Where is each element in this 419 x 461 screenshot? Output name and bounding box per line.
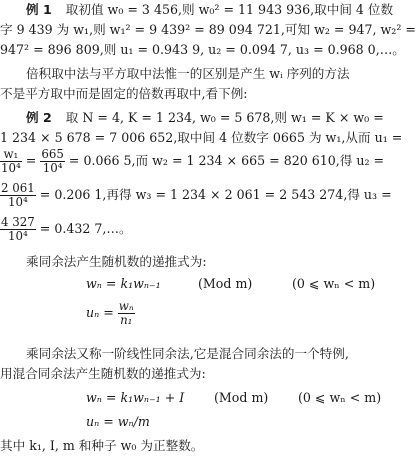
multiplicative-recurrence: wₙ = k₁wₙ₋₁ xyxy=(86,276,161,291)
example-1-label: 例 1 xyxy=(26,2,52,17)
example-2-label: 例 2 xyxy=(26,110,52,125)
fraction-denominator: 10⁴ xyxy=(8,195,28,209)
mixed-line-2: 用混合同余法产生随机数的递推式为: xyxy=(0,366,206,381)
fraction-numerator: 665 xyxy=(41,147,64,161)
fraction-wn-over-n1 xyxy=(118,300,135,327)
multiplicative-mod: (Mod m) xyxy=(198,276,253,291)
example-1-line-2: 字 9 439 为 w₁,则 w₁² = 9 439² = 89 094 721,可知 w₂ = 947, w₂² = xyxy=(0,22,416,37)
mixed-recurrence: wₙ = k₁wₙ₋₁ + I xyxy=(86,390,185,405)
final-statement: 其中 k₁, I, m 和种子 w₀ 为正整数。 xyxy=(0,438,204,453)
difference-line-2: 不是平方取中而是固定的倍数再取中,看下例: xyxy=(0,86,248,101)
example-2-line-5 xyxy=(0,216,132,243)
multiplicative-range: (0 ⩽ wₙ < m) xyxy=(292,276,376,291)
mixed-mod: (Mod m) xyxy=(214,390,269,405)
fraction-665-over-10-4 xyxy=(40,148,65,175)
example-2-line-3 xyxy=(0,148,384,175)
mixed-line-1: 乘同余法又称一阶线性同余法,它是混合同余法的一个特例, xyxy=(26,346,349,361)
difference-line-1: 倍积取中法与平方取中法惟一的区别是产生 wᵢ 序列的方法 xyxy=(26,66,350,81)
fraction-4327-over-10-4 xyxy=(0,216,36,243)
example-2-line-2: 1 234 × 5 678 = 7 006 652,取中间 4 位数字 0665 为 w₁,从而 u₁ = xyxy=(0,130,403,145)
fraction-2061-over-10-4 xyxy=(0,182,36,209)
fraction-numerator: 4 327 xyxy=(1,215,35,229)
fraction-numerator: w₁ xyxy=(0,148,22,162)
fraction-numerator: wₙ xyxy=(118,299,134,313)
mixed-u-formula: uₙ = wₙ/m xyxy=(86,414,150,429)
fraction-denominator: 10⁴ xyxy=(8,229,28,243)
fraction-denominator: n₁ xyxy=(120,313,133,327)
fraction-denominator: 10⁴ xyxy=(42,161,63,175)
mixed-range: (0 ⩽ wₙ < m) xyxy=(298,390,382,405)
multiplicative-u-formula xyxy=(86,300,135,327)
example-2-text-5: = 0.432 7,…。 xyxy=(39,221,132,236)
example-2-text-4: = 0.206 1,再得 w₃ = 1 234 × 2 061 = 2 543 274,得 u₃ = xyxy=(39,187,392,202)
example-2-text-3: = 0.066 5,而 w₂ = 1 234 × 665 = 820 610,得 u₂ = xyxy=(68,153,385,168)
fraction-numerator: 2 061 xyxy=(1,181,35,195)
multiplicative-intro: 乘同余法产生随机数的递推式为: xyxy=(26,254,207,269)
example-2-text-1: 取 N = 4, K = 1 234, w₀ = 5 678,则 w₁ = K × w₀ = xyxy=(65,110,384,125)
example-2-line-1 xyxy=(26,110,419,126)
example-2-line-4 xyxy=(0,182,392,209)
fraction-denominator: 10⁴ xyxy=(1,161,21,175)
u-lhs: uₙ = xyxy=(86,305,114,320)
example-1-text-1: 取初值 w₀ = 3 456,则 w₀² = 11 943 936,取中间 4 位数 xyxy=(65,2,394,17)
equals-sign: = xyxy=(25,153,37,168)
example-1-line-1 xyxy=(26,2,419,18)
fraction-w1-over-10-4 xyxy=(0,148,22,175)
example-1-line-3: 947² = 896 809,则 u₁ = 0.943 9, u₂ = 0.094 7, u₃ = 0.968 0,…。 xyxy=(0,42,405,57)
